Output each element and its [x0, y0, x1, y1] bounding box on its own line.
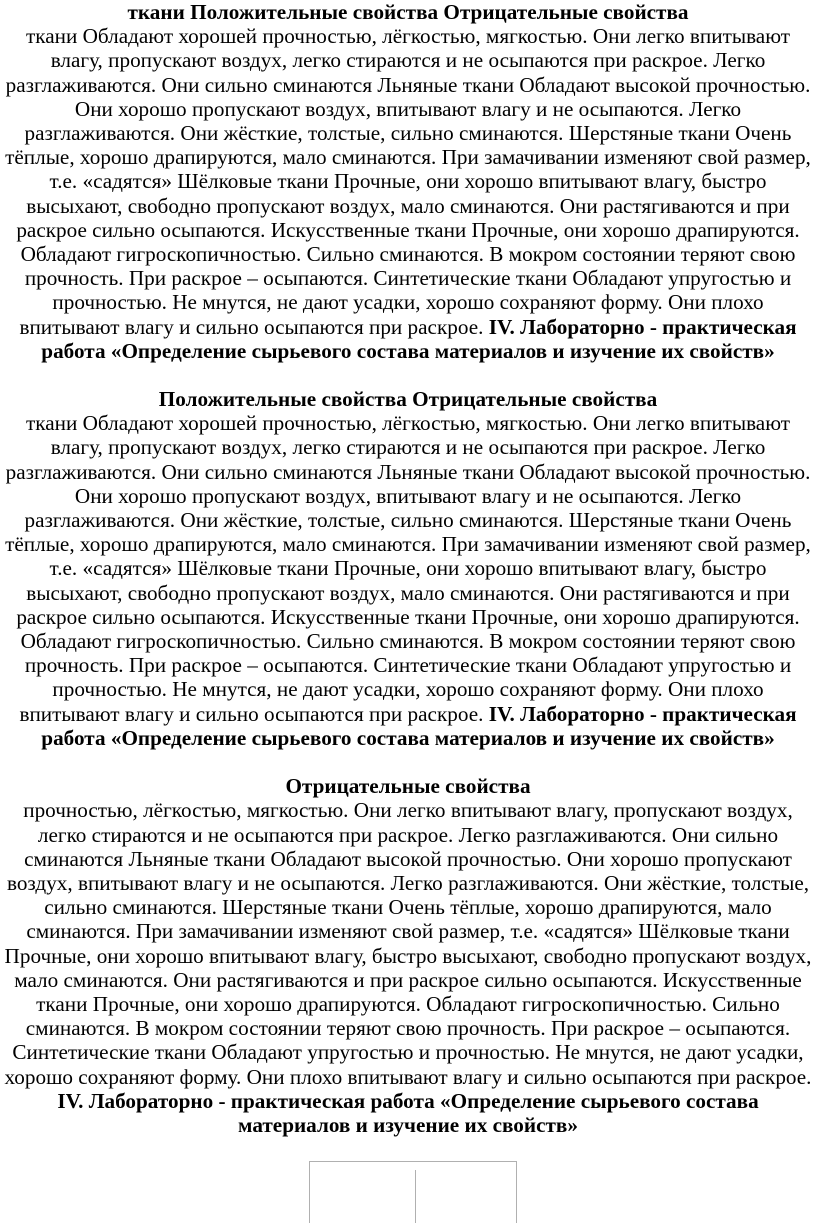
text-block-1 [4, 0, 812, 363]
text-block-3 [4, 774, 812, 1137]
table-fragment [309, 1161, 517, 1223]
spacer [0, 363, 816, 387]
block-2-body: ткани Обладают хорошей прочностью, лёгкостью, мягкостью. Они легко впитывают влагу, пропускают воздух, легко стираются и не осыпаются при раскрое. Легко разглаживаются. Они сильно сминаются Льняные ткани Обладают высокой прочностью. Они хорошо пропускают воздух, впитывают влагу и не осыпаются. Легко разглаживаются. Они жёсткие, толстые, сильно сминаются. Шерстяные ткани Очень тёплые, хорошо драпируются, мало сминаются. При замачивании изменяют свой размер, т.е. «садятся» Шёлковые ткани Прочные, они хорошо впитывают влагу, быстро высыхают, свободно пропускают воздух, мало сминаются. Они растягиваются и при раскрое сильно осыпаются. Искусственные ткани Прочные, они хорошо драпируются. Обладают гигроскопичностью. Сильно сминаются. В мокром состоянии теряют свою прочность. При раскрое – осыпаются. Синтетические ткани Обладают упругостью и прочностью. Не мнутся, не дают усадки, хорошо сохраняют форму. Они плохо впитывают влагу и сильно осыпаются при раскрое. [5, 411, 811, 726]
text-block-2 [4, 387, 812, 750]
block-2-lab-title: IV. Лабораторно - практическая работа «Определение сырьевого состава материалов и изучение их свойств» [41, 701, 797, 750]
block-2-heading: Положительные свойства Отрицательные свойства [158, 387, 658, 412]
block-3-lab-title: IV. Лабораторно - практическая работа «Определение сырьевого состава материалов и изучение их свойств» [57, 1088, 759, 1137]
block-1-body: ткани Обладают хорошей прочностью, лёгкостью, мягкостью. Они легко впитывают влагу, пропускают воздух, легко стираются и не осыпаются при раскрое. Легко разглаживаются. Они сильно сминаются Льняные ткани Обладают высокой прочностью. Они хорошо пропускают воздух, впитывают влагу и не осыпаются. Легко разглаживаются. Они жёсткие, толстые, сильно сминаются. Шерстяные ткани Очень тёплые, хорошо драпируются, мало сминаются. При замачивании изменяют свой размер, т.е. «садятся» Шёлковые ткани Прочные, они хорошо впитывают влагу, быстро высыхают, свободно пропускают воздух, мало сминаются. Они растягиваются и при раскрое сильно осыпаются. Искусственные ткани Прочные, они хорошо драпируются. Обладают гигроскопичностью. Сильно сминаются. В мокром состоянии теряют свою прочность. При раскрое – осыпаются. Синтетические ткани Обладают упругостью и прочностью. Не мнутся, не дают усадки, хорошо сохраняют форму. Они плохо впитывают влагу и сильно осыпаются при раскрое. [5, 24, 811, 339]
block-1-lab-title: IV. Лабораторно - практическая работа «Определение сырьевого состава материалов и изучение их свойств» [41, 314, 797, 363]
block-3-heading: Отрицательные свойства [285, 774, 531, 799]
block-1-heading: ткани Положительные свойства Отрицательные свойства [127, 0, 689, 24]
spacer [0, 750, 816, 774]
table-divider [415, 1170, 416, 1223]
block-3-body: прочностью, лёгкостью, мягкостью. Они легко впитывают влагу, пропускают воздух, легко стираются и не осыпаются при раскрое. Легко разглаживаются. Они сильно сминаются Льняные ткани Обладают высокой прочностью. Они хорошо пропускают воздух, впитывают влагу и не осыпаются. Легко разглаживаются. Они жёсткие, толстые, сильно сминаются. Шерстяные ткани Очень тёплые, хорошо драпируются, мало сминаются. При замачивании изменяют свой размер, т.е. «садятся» Шёлковые ткани Прочные, они хорошо впитывают влагу, быстро высыхают, свободно пропускают воздух, мало сминаются. Они растягиваются и при раскрое сильно осыпаются. Искусственные ткани Прочные, они хорошо драпируются. Обладают гигроскопичностью. Сильно сминаются. В мокром состоянии теряют свою прочность. При раскрое – осыпаются. Синтетические ткани Обладают упругостью и прочностью. Не мнутся, не дают усадки, хорошо сохраняют форму. Они плохо впитывают влагу и сильно осыпаются при раскрое. [4, 798, 812, 1089]
